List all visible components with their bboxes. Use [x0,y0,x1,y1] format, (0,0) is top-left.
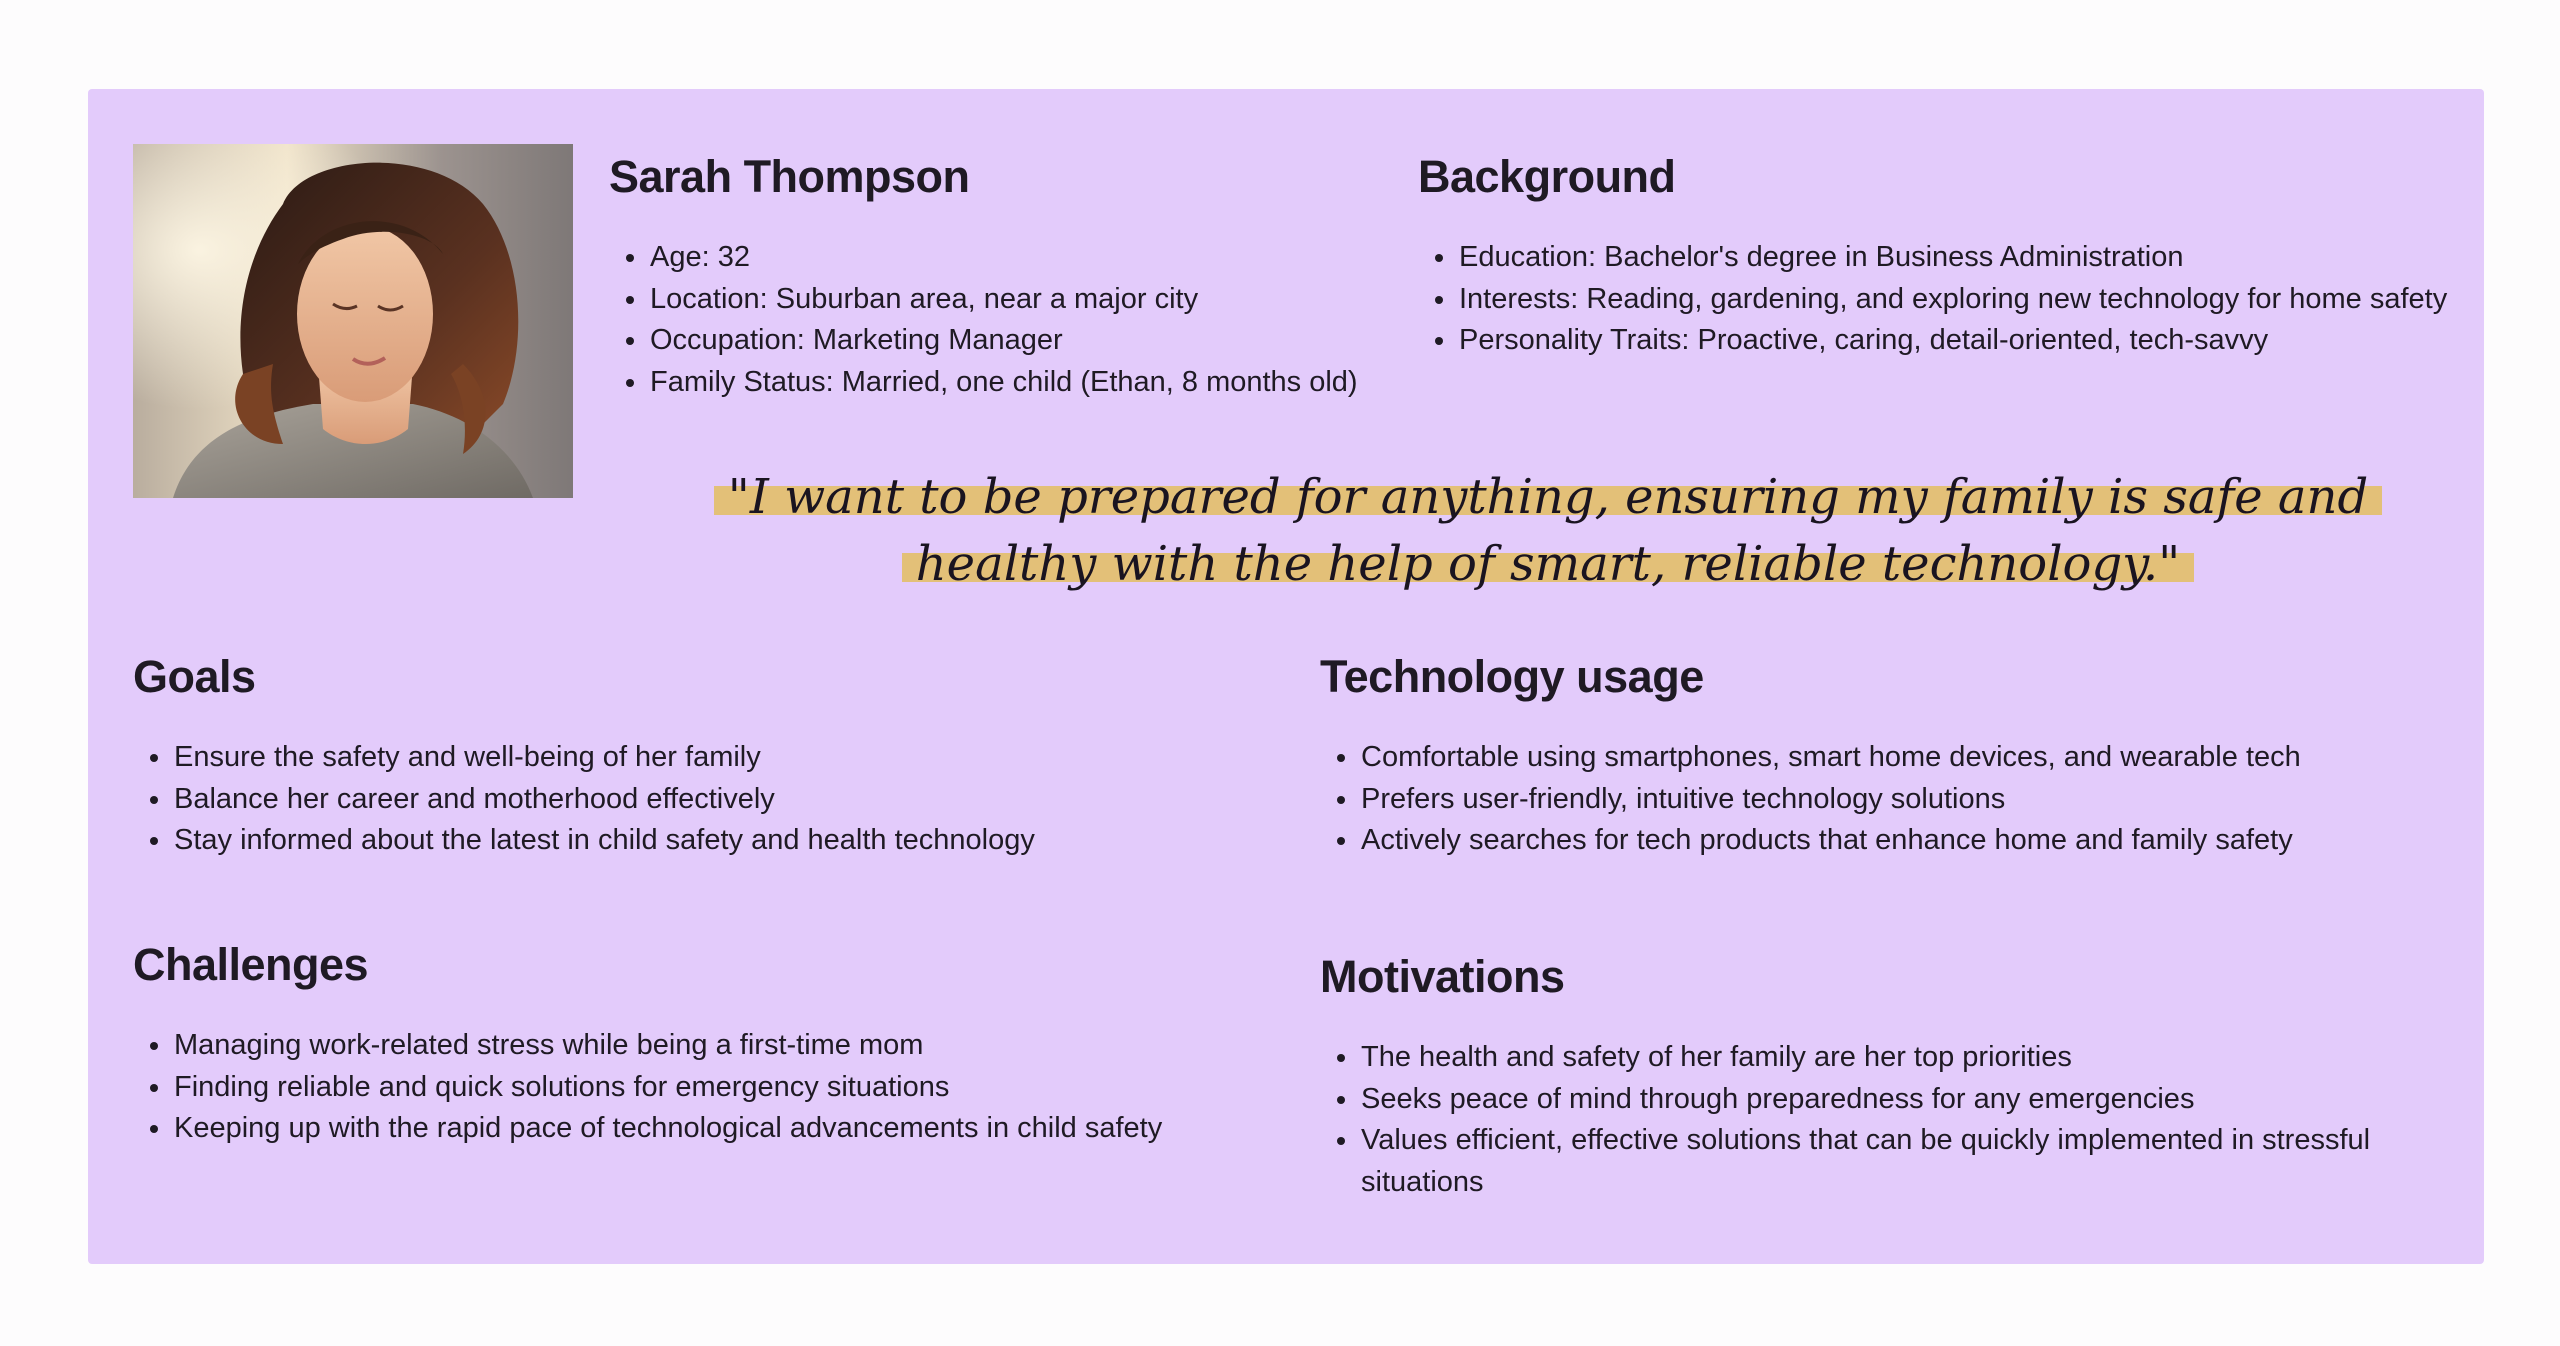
list-item: Ensure the safety and well-being of her family [133,737,1035,779]
motivations-heading: Motivations [1320,951,1565,1002]
persona-summary [609,151,1358,403]
list-item: Education: Bachelor's degree in Business Administration [1418,237,2447,279]
motivations-section [1320,951,2420,1203]
background-list [1418,237,2447,362]
list-item: The health and safety of her family are her top priorities [1320,1037,2420,1079]
list-item: Age: 32 [609,237,1358,279]
goals-section [133,651,1035,862]
quote-text: "I want to be prepared for anything, ensuring my family is safe and healthy with the help of smart, reliable technology." [714,469,2382,592]
list-item: Actively searches for tech products that enhance home and family safety [1320,820,2301,862]
list-item: Family Status: Married, one child (Ethan, 8 months old) [609,362,1358,404]
list-item: Personality Traits: Proactive, caring, detail-oriented, tech-savvy [1418,320,2447,362]
goals-heading: Goals [133,651,256,702]
technology-heading: Technology usage [1320,651,1704,702]
background-section [1418,151,2448,362]
list-item: Managing work-related stress while being a first-time mom [133,1025,1162,1067]
challenges-section [133,939,1163,1150]
persona-card [88,89,2484,1264]
challenges-list [133,1025,1162,1150]
list-item: Balance her career and motherhood effectively [133,779,1035,821]
list-item: Values efficient, effective solutions that can be quickly implemented in stressful situations [1320,1120,2420,1203]
list-item: Finding reliable and quick solutions for emergency situations [133,1067,1162,1109]
list-item: Keeping up with the rapid pace of technological advancements in child safety [133,1108,1162,1150]
goals-list [133,737,1035,862]
list-item: Seeks peace of mind through preparedness for any emergencies [1320,1079,2420,1121]
motivations-list [1320,1037,2420,1203]
list-item: Occupation: Marketing Manager [609,320,1358,362]
technology-list [1320,737,2301,862]
technology-section [1320,651,2301,862]
background-heading: Background [1418,151,1676,202]
list-item: Location: Suburban area, near a major city [609,279,1358,321]
list-item: Stay informed about the latest in child safety and health technology [133,820,1035,862]
list-item: Comfortable using smartphones, smart home devices, and wearable tech [1320,737,2301,779]
persona-details-list [609,237,1358,403]
persona-quote [648,464,2448,598]
list-item: Interests: Reading, gardening, and exploring new technology for home safety [1418,279,2447,321]
persona-name: Sarah Thompson [609,151,970,202]
list-item: Prefers user-friendly, intuitive technology solutions [1320,779,2301,821]
persona-photo [133,144,573,498]
portrait-image [133,144,573,498]
challenges-heading: Challenges [133,939,369,990]
